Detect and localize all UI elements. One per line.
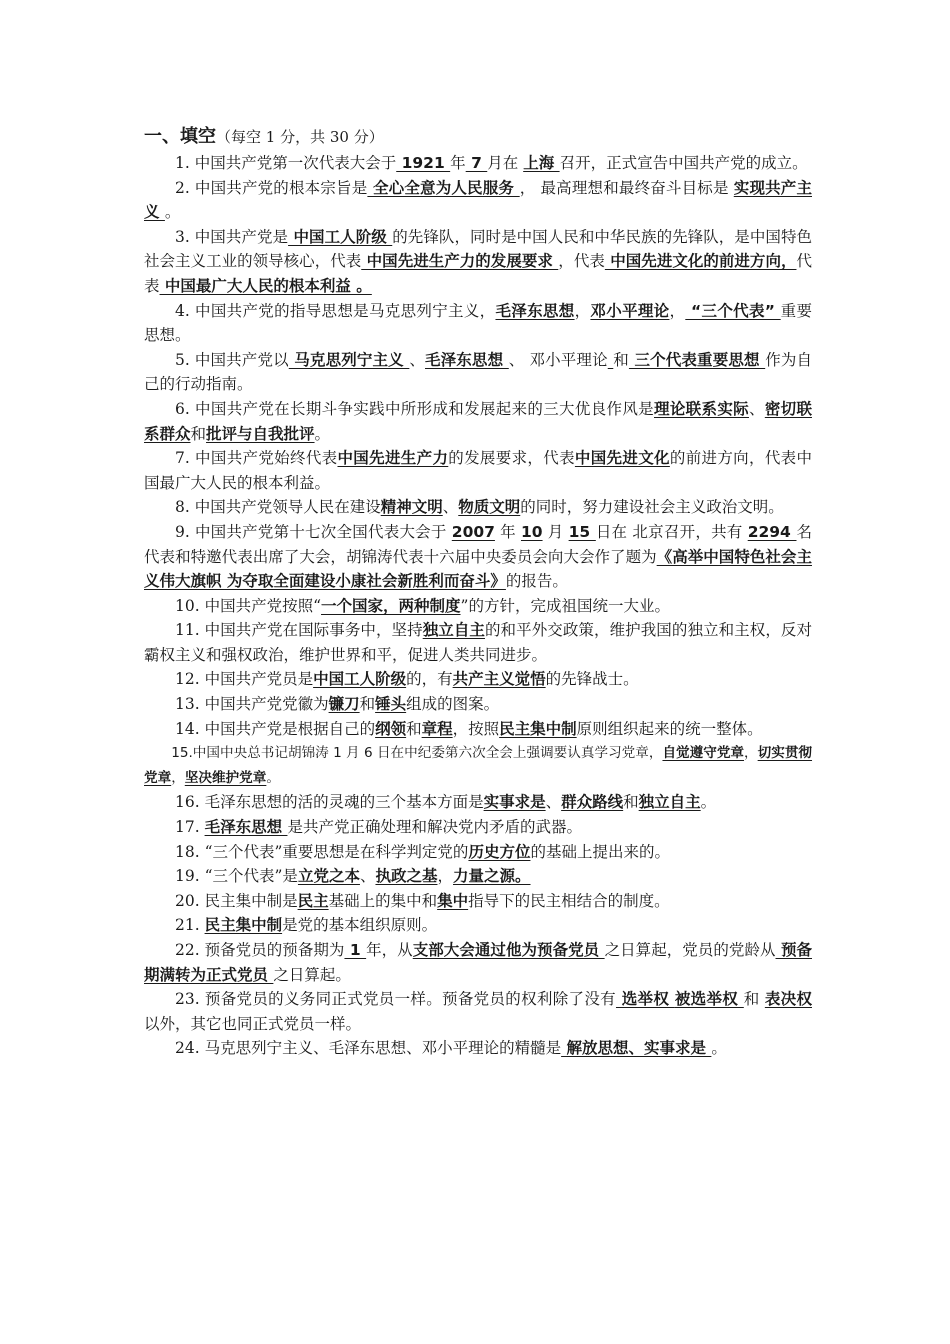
- answer-blank: 2007: [451, 522, 495, 541]
- question-item: [144, 741, 812, 790]
- question-text: 指导下的民主相结合的制度。: [468, 891, 670, 910]
- question-item: [144, 717, 812, 742]
- answer-blank: 中国先进生产力: [337, 449, 449, 468]
- question-text: 作为自己的行动指南。: [144, 350, 812, 394]
- section-scoring-note: （每空 1 分，共 30 分）: [216, 128, 384, 146]
- question-text: 18. “三个代表”重要思想是在科学判定党的: [175, 842, 469, 861]
- question-item: [144, 348, 812, 397]
- question-text: ，: [171, 769, 185, 786]
- question-text: 召开，正式宣告中国共产党的成立。: [559, 154, 808, 172]
- question-item: [144, 446, 812, 495]
- answer-blank: 邓小平理论: [590, 301, 670, 320]
- question-text: 13. 中国共产党党徽为: [175, 695, 329, 714]
- answer-blank: 2294: [747, 522, 797, 541]
- question-text: 的发展要求，代表: [448, 449, 575, 468]
- answer-blank: 锤头: [375, 695, 407, 714]
- question-text: 24. 马克思列宁主义、毛泽东思想、邓小平理论的精髓是: [175, 1039, 562, 1058]
- question-text: 、: [442, 498, 459, 517]
- answer-blank: 共产主义觉悟: [452, 670, 546, 689]
- question-item: [144, 618, 812, 667]
- question-text: 11. 中国共产党在国际事务中，坚持: [175, 621, 423, 640]
- question-item: [144, 987, 812, 1036]
- question-item: [144, 397, 812, 446]
- question-text: 是党的基本组织原则。: [282, 916, 438, 935]
- answer-blank: 全心全意为人民服务: [367, 178, 520, 197]
- question-text: 8. 中国共产党领导人民在建设: [175, 498, 381, 517]
- answer-blank: 立党之本: [297, 867, 360, 886]
- answer-blank: 群众路线: [561, 793, 624, 812]
- question-text: 和: [190, 424, 207, 443]
- question-text: 12. 中国共产党员是: [175, 670, 314, 689]
- answer-blank: 精神文明: [380, 498, 443, 517]
- question-text: 和: [406, 719, 422, 738]
- answer-blank: 历史方位: [468, 842, 531, 861]
- question-item: [144, 594, 812, 619]
- question-item: [144, 225, 812, 299]
- answer-blank: 10: [520, 522, 543, 541]
- answer-blank: 表决权: [764, 990, 812, 1009]
- answer-blank: 支部大会通过他为预备党员: [412, 941, 605, 959]
- answer-blank: 切实贯彻党章: [144, 745, 813, 786]
- question-item: [144, 692, 812, 717]
- answer-blank: 民主集中制: [204, 916, 283, 935]
- question-text: 14. 中国共产党是根据自己的: [175, 719, 376, 738]
- question-text: 和: [613, 350, 629, 369]
- answer-blank: 镰刀: [328, 695, 360, 714]
- question-text: 的，有: [406, 670, 453, 689]
- answer-blank: 实现共产主义: [144, 178, 812, 222]
- question-text: 组成的图案。: [406, 695, 500, 714]
- answer-blank: 15: [568, 522, 596, 541]
- answer-blank: 毛泽东思想: [425, 350, 509, 369]
- question-text: 之日算起，党员的党龄从: [604, 941, 776, 959]
- question-text: 4. 中国共产党的指导思想是马克思列宁主义，: [175, 301, 496, 320]
- question-text: 22. 预备党员的预备期为: [175, 941, 345, 959]
- question-text: 年，从: [366, 941, 413, 959]
- question-text: 和: [743, 990, 765, 1009]
- question-text: 、: [409, 350, 425, 369]
- answer-blank: 坚决维护党章: [184, 769, 267, 786]
- answer-blank: 理论联系实际: [654, 399, 749, 418]
- question-text: ，: [437, 867, 453, 886]
- question-text: 3. 中国共产党是: [175, 227, 289, 246]
- answer-blank: 独立自主: [638, 793, 701, 812]
- answer-blank: 力量之源。: [453, 867, 531, 886]
- answer-blank: 1921: [396, 154, 451, 172]
- question-text: 6. 中国共产党在长期斗争实践中所形成和发展起来的三大优良作风是: [175, 399, 655, 418]
- question-text: 。: [700, 793, 717, 812]
- question-text: 年: [450, 154, 466, 172]
- answer-blank: 执政之基: [375, 867, 438, 886]
- question-text: 重要思想。: [144, 301, 812, 345]
- question-text: 20. 民主集中制是: [175, 891, 298, 910]
- question-text: 、: [748, 399, 765, 418]
- question-text: ，: [574, 301, 591, 320]
- question-text: 基础上的集中和: [328, 891, 438, 910]
- question-text: 的先锋战士。: [545, 670, 639, 689]
- question-text: 16. 毛泽东思想的活的灵魂的三个基本方面是: [175, 793, 484, 812]
- question-text: 。: [314, 424, 331, 443]
- question-item: [144, 938, 812, 987]
- question-text: 2. 中国共产党的根本宗旨是: [175, 178, 368, 197]
- question-text: 是共产党正确处理和解决党内矛盾的武器。: [287, 818, 582, 837]
- question-text: 19. “三个代表”是: [175, 867, 298, 886]
- question-item: [144, 1036, 812, 1061]
- question-text: 代表: [144, 252, 812, 295]
- answer-blank: 纲领: [375, 719, 407, 738]
- answer-blank: 集中: [437, 891, 469, 910]
- question-item: [144, 815, 812, 840]
- answer-blank: 7: [465, 154, 488, 172]
- answer-blank: 解放思想、实事求是: [561, 1039, 712, 1058]
- answer-blank: 自觉遵守党章: [662, 745, 745, 762]
- question-item: [144, 913, 812, 938]
- answer-blank: 中国工人阶级: [288, 227, 393, 246]
- question-text: 月: [542, 522, 569, 541]
- question-list: [144, 151, 812, 1061]
- answer-blank: 选举权: [615, 990, 675, 1009]
- question-text: 17.: [175, 818, 205, 837]
- answer-blank: 中国工人阶级: [313, 670, 407, 689]
- question-text: 1. 中国共产党第一次代表大会于: [175, 154, 397, 172]
- question-item: [144, 495, 812, 520]
- answer-blank: 批评与自我批评: [206, 424, 315, 443]
- question-text: 以外，其它也同正式党员一样。: [144, 1014, 362, 1033]
- question-text: 10. 中国共产党按照“: [175, 596, 322, 615]
- question-item: [144, 840, 812, 865]
- question-text: 的先锋队，同时是中国人民和中华民族的先锋队，是中国特色社会主义工业的领导核心，代表: [144, 227, 813, 271]
- question-text: 、: [545, 793, 562, 812]
- answer-blank: 一个国家，两种制度: [321, 596, 461, 615]
- question-text: 23. 预备党员的义务同正式党员一样。预备党员的权利除了没有: [175, 990, 616, 1009]
- question-text: 之日算起。: [273, 965, 351, 984]
- question-text: 21.: [175, 916, 205, 935]
- question-text: 。: [266, 769, 280, 786]
- question-text: ，: [669, 301, 686, 320]
- answer-blank: “三个代表”: [685, 301, 781, 320]
- question-text: ，按照: [452, 719, 500, 738]
- question-text: ， 最高理想和最终奋斗目标是: [519, 178, 734, 197]
- question-text: 、: [359, 867, 376, 886]
- question-text: 名代表和特邀代表出席了大会，胡锦涛代表十六届中央委员会向大会作了题为: [144, 522, 812, 566]
- question-item: [144, 864, 812, 889]
- question-text: ”的方针，完成祖国统一大业。: [460, 596, 670, 615]
- question-text: 和: [359, 695, 376, 714]
- answer-blank: 马克思列宁主义: [288, 350, 410, 369]
- question-item: [144, 667, 812, 692]
- section-title: 一、填空: [144, 126, 216, 147]
- question-text: 7. 中国共产党始终代表: [175, 449, 338, 468]
- question-item: [144, 176, 812, 225]
- answer-blank: 1: [344, 941, 367, 959]
- question-text: 5. 中国共产党以: [175, 350, 289, 369]
- question-text: 原则组织起来的统一整体。: [576, 719, 763, 738]
- question-text: 的基础上提出来的。: [530, 842, 670, 861]
- question-text: 。: [164, 203, 181, 222]
- answer-blank: 被选举权: [674, 990, 744, 1009]
- question-text: ，代表: [558, 252, 605, 271]
- answer-blank: 民主集中制: [499, 719, 577, 738]
- answer-blank: 章程: [421, 719, 453, 738]
- question-text: 9. 中国共产党第十七次全国代表大会于: [175, 522, 452, 541]
- question-item: [144, 151, 812, 176]
- section-heading: [144, 124, 812, 150]
- question-item: [144, 889, 812, 914]
- answer-blank: 上海: [523, 154, 560, 172]
- page-content: [144, 124, 812, 1061]
- question-text: 、 邓小平理论: [508, 350, 608, 369]
- answer-blank: 中国先进生产力的发展要求: [361, 252, 559, 271]
- question-text: 15.中国中央总书记胡锦涛 1 月 6 日在中纪委第六次全会上强调要认真学习党章，: [171, 745, 663, 762]
- answer-blank: 民主: [297, 891, 329, 910]
- answer-blank: 毛泽东思想: [204, 818, 288, 837]
- question-text: ，: [744, 745, 758, 762]
- question-text: 。: [711, 1039, 727, 1058]
- answer-blank: 物质文明: [458, 498, 521, 517]
- question-text: 日在 北京召开，共有: [595, 522, 748, 541]
- question-item: [144, 790, 812, 815]
- question-item: [144, 299, 812, 348]
- answer-blank: 实事求是: [483, 793, 546, 812]
- answer-blank: 预备期满转为正式党员: [144, 941, 812, 984]
- question-text: 的和平外交政策，维护我国的独立和主权，反对霸权主义和强权政治，维护世界和平，促进人类共同进步。: [144, 621, 812, 664]
- question-text: 年: [494, 522, 521, 541]
- answer-blank: 独立自主: [422, 621, 485, 640]
- question-text: 的报告。: [505, 572, 568, 591]
- question-text: 的前进方向，代表中国最广大人民的根本利益。: [144, 449, 812, 492]
- question-text: 月在: [487, 154, 524, 172]
- answer-blank: 毛泽东思想: [495, 301, 575, 320]
- answer-blank: 中国先进文化: [574, 449, 670, 468]
- answer-blank: 《高举中国特色社会主义伟大旗帜 为夺取全面建设小康社会新胜利而奋斗》: [144, 547, 812, 591]
- answer-blank: 中国先进文化的前进方向，: [604, 252, 797, 271]
- answer-blank: 三个代表重要思想: [628, 350, 766, 369]
- answer-blank: 密切联系群众: [144, 399, 812, 443]
- answer-blank: 中国最广大人民的根本利益 。: [159, 276, 372, 295]
- question-text: 和: [623, 793, 639, 812]
- question-item: [144, 520, 812, 594]
- question-text: 的同时，努力建设社会主义政治文明。: [520, 498, 784, 517]
